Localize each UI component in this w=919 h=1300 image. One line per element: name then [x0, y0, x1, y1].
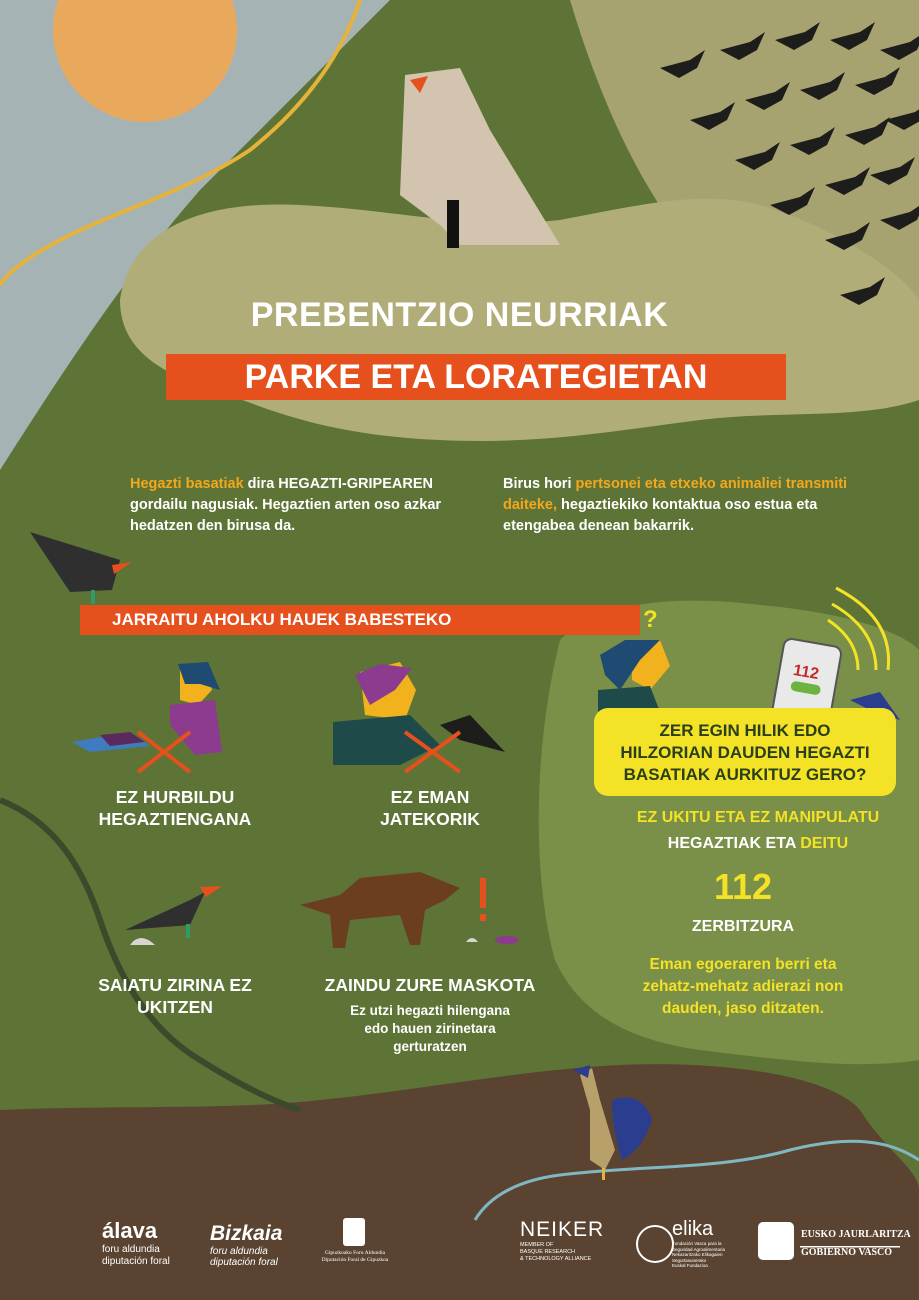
emergency-line2	[600, 835, 916, 853]
page-title: PREBENTZIO NEURRIAK	[250, 296, 669, 334]
alava-l2: diputación foral	[102, 1256, 170, 1267]
gipuzkoa-l2: Diputación Foral de Gipuzkoa	[321, 1257, 389, 1263]
tip-3-line1: SAIATU ZIRINA EZ	[98, 975, 252, 995]
advice-banner: JARRAITU AHOLKU HAUEK BABESTEKO	[80, 605, 640, 635]
tip-no-droppings	[50, 974, 300, 1018]
tip-2-line2: JATEKORIK	[380, 809, 480, 829]
emergency-desc1: Eman egoeraren berri eta	[649, 956, 837, 973]
emergency-question-box	[594, 708, 896, 796]
tip-care-pet	[300, 974, 560, 996]
alava-name: álava	[102, 1218, 158, 1243]
tip-4-sub2: edo hauen zirinetara	[364, 1021, 496, 1036]
bizkaia-l1: foru aldundia	[210, 1246, 268, 1257]
elika-l4: Segurtasunerako	[672, 1257, 707, 1263]
gv-l2: GOBIERNO VASCO	[801, 1247, 893, 1258]
intro-right-highlight: pertsonei eta etxeko animaliei transmiti daiteke,	[503, 476, 848, 513]
tip-4-sub1: Ez utzi hegazti hilengana	[350, 1003, 510, 1018]
bizkaia-l2: diputación foral	[210, 1257, 278, 1268]
neiker-name: NEIKER	[520, 1218, 605, 1241]
tip-4-sub3: gerturatzen	[393, 1039, 467, 1054]
emergency-line1: EZ UKITU ETA EZ MANIPULATU	[636, 809, 880, 826]
intro-left	[130, 474, 482, 537]
elika-l5: Euskal Fundazioa	[672, 1263, 708, 1268]
gv-l1: EUSKO JAURLARITZA	[801, 1229, 911, 1240]
elika-name: elika	[672, 1218, 714, 1240]
gipuzkoa-l1: Gipuzkoako Foru Aldundia	[324, 1250, 386, 1256]
emergency-question-line2: HILZORIAN DAUDEN HEGAZTI	[620, 743, 870, 762]
bizkaia-logo	[210, 1222, 282, 1268]
intro-right	[503, 474, 863, 537]
emergency-line2a: HEGAZTIAK ETA	[667, 835, 801, 852]
gipuzkoa-logo	[312, 1250, 398, 1264]
elika-l2: Seguridad Agroalimentaria	[672, 1246, 726, 1252]
neiker-l2: BASQUE RESEARCH	[520, 1249, 576, 1255]
emergency-number: 112	[713, 866, 773, 907]
bizkaia-name: Bizkaia	[210, 1222, 283, 1245]
phone-number: 112	[791, 661, 821, 684]
emergency-desc3: dauden, jaso ditzaten.	[662, 1000, 824, 1017]
emergency-question-line1: ZER EGIN HILIK EDO	[659, 721, 831, 740]
intro-right-text1: Birus hori	[503, 476, 576, 492]
neiker-l3: & TECHNOLOGY ALLIANCE	[520, 1256, 592, 1262]
gobierno-vasco-logo	[801, 1228, 911, 1260]
tip-no-feeding	[315, 786, 545, 830]
tip-3-line2: UKITZEN	[137, 997, 213, 1017]
tip-2-line1: EZ EMAN	[390, 787, 470, 807]
emergency-line2b: DEITU	[800, 835, 849, 852]
elika-l3: Nekazaritzako Elikagaien	[672, 1252, 723, 1257]
tip-1-line2: HEGAZTIENGANA	[98, 809, 252, 829]
alava-l1: foru aldundia	[102, 1244, 160, 1255]
tip-no-approach	[60, 786, 290, 830]
emergency-description	[600, 954, 886, 1020]
emergency-service: ZERBITZURA	[691, 918, 795, 935]
tip-1-line1: EZ HURBILDU	[115, 787, 235, 807]
tip-4-line1: ZAINDU ZURE MASKOTA	[324, 975, 536, 995]
neiker-logo	[520, 1218, 604, 1263]
intro-right-text2: hegaztiekiko kontaktua oso estua eta etengabea denean bakarrik.	[503, 497, 818, 534]
neiker-l1: MEMBER OF	[520, 1242, 554, 1248]
alava-logo	[102, 1218, 170, 1268]
intro-left-text: dira HEGAZTI-GRIPEAREN gordailu nagusiak. Hegaztien arten oso azkar hedatzen den birusa da.	[130, 476, 442, 534]
emergency-question-line3: BASATIAK AURKITUZ GERO?	[623, 765, 867, 784]
intro-left-highlight: Hegazti basatiak	[130, 476, 244, 492]
emergency-desc2: zehatz-mehatz adierazi non	[642, 978, 844, 995]
elika-l1: Fundación Vasca para la	[672, 1241, 722, 1246]
elika-logo	[672, 1218, 725, 1269]
tip-4-description	[300, 1002, 560, 1056]
question-mark-icon: ?	[643, 606, 658, 633]
subtitle-banner: PARKE ETA LORATEGIETAN	[166, 354, 786, 400]
